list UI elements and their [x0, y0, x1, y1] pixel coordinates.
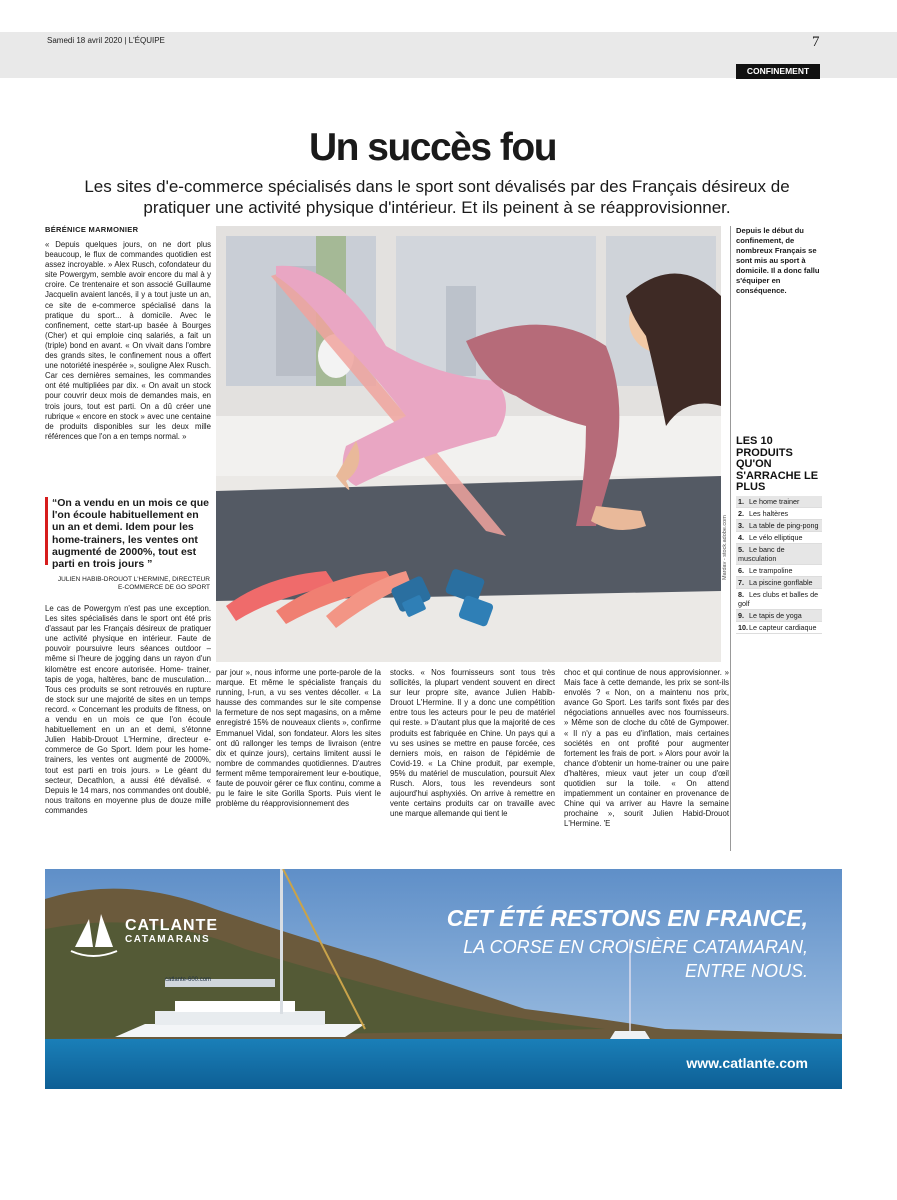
- item-label: La piscine gonflable: [749, 578, 813, 587]
- list-item: [736, 508, 822, 520]
- list-item: [736, 589, 822, 610]
- ad-brand: CATLANTE: [125, 917, 219, 934]
- paragraph: par jour », nous informe une porte-parole de la marque. Et même le spécialiste français du running, I-run, a vu ses ventes décoller. « La hausse des commandes sur le site compense la fermeture de nos sept magasins, on a même enregistré 15% de nouveaux clients », confirme Emmanuel Vidal, son fondateur. Alors les sites ont dû rallonger les temps de livraison (entre dix et quinze jours), certains limitent aussi le nombre de commandes quotidiennes. D'autres ferment même temporairement leur e-boutique, faute de pouvoir gérer ce flux continu, comme a pu le faire le site Gorilla Sports. Puis vient le problème du réapprovisionnement des: [216, 668, 381, 809]
- list-item: [736, 622, 822, 634]
- ad-subline: [463, 935, 808, 983]
- dateline: Samedi 18 avril 2020 | L'ÉQUIPE: [47, 36, 165, 45]
- article-column-3: [390, 668, 555, 819]
- paragraph: Le cas de Powergym n'est pas une exception. Les sites spécialisés dans le sport ont été pris d'assaut par les Français désireux de pratiquer une activité physique en intérieur. Faute de pouvoir poursuivre leurs séances outdoor – même si l'heure de jogging dans un rayon d'un kilomètre est encore autorisée. Home- trainer, tapis de yoga, haltères, banc de musculation... Tous ces produits se sont retrouvés en rupture de stock sur une majorité de sites en un temps record. « Concernant les produits de fitness, on a vendu en un mois ce que l'on écoule habituellement en un an et demi, s'étonne Julien Habib-Drouot L'Hermine, directeur e-commerce de Go Sport. Idem pour les home-trainers, les ventes ont augmenté de 2000%, tout est parti en trois jours. » Le géant du secteur, Decathlon, a aussi été dévalisé. « Depuis le 14 mars, nos commandes ont doublé, nous traitons en moyenne plus de douze mille commandes: [45, 604, 211, 815]
- ad-subline-1: LA CORSE EN CROISIÈRE CATAMARAN,: [463, 937, 808, 957]
- list-item: [736, 532, 822, 544]
- item-label: Les haltères: [749, 509, 789, 518]
- item-number: 8.: [738, 590, 744, 599]
- rubric-label: CONFINEMENT: [736, 64, 820, 79]
- item-label: Le vélo elliptique: [749, 533, 803, 542]
- dek: Les sites d'e-commerce spécialisés dans le sport sont dévalisés par des Français désireux de pratiquer une activité physique d'intérieur. Et ils peinent à se réapprovisionner.: [84, 177, 790, 217]
- paragraph: « Depuis quelques jours, on ne dort plus beaucoup, le flux de commandes quotidien est assez incroyable. » Alex Rusch, cofondateur du site Powergym, semble avoir encore du mal à y croire. Ce trentenaire et son associé Guillaume Jacquelin avaient lancés, il y a tout juste un an, ce site de e-commerce spécialisé dans la pratique du sport... à domicile. Avec le confinement, cette start-up basée à Bourges (Cher) et qui emploie cinq salariés, a fait un (triple) bond en avant. « On vivait dans l'ombre des grands sites, le confinement nous a offert une notoriété inespérée », souligne Alex Rusch. Car ces dernières semaines, les commandes ont été multipliées par dix. « On avait un stock pour couvrir deux mois de demandes mais, en trois jours, tout est parti. On a dû créer une rubrique « encore en stock » avec une centaine de produits disponibles sur les deux mille références que l'on a en temps normal. »: [45, 240, 211, 441]
- byline: BÉRÉNICE MARMONIER: [45, 225, 139, 234]
- item-number: 9.: [738, 611, 744, 620]
- photo-illustration: [216, 226, 721, 662]
- item-number: 6.: [738, 566, 744, 575]
- article-column-1b: [45, 604, 211, 816]
- page-number: 7: [812, 34, 820, 50]
- top10-title: LES 10 PRODUITS QU'ON S'ARRACHE LE PLUS: [736, 435, 819, 493]
- item-number: 5.: [738, 545, 744, 554]
- item-label: Le home trainer: [749, 497, 800, 506]
- ad-brand-sub: CATAMARANS: [125, 934, 211, 945]
- advertisement[interactable]: [45, 869, 842, 1089]
- item-number: 1.: [738, 497, 744, 506]
- photo-credit: Mardav - stock.adobe.com: [722, 515, 728, 580]
- headline: Un succès fou: [308, 126, 557, 169]
- item-label: Le banc de musculation: [738, 545, 785, 563]
- list-item: [736, 565, 822, 577]
- paragraph: choc et qui continue de nous approvisionner. » Mais face à cette demande, les prix se sont-ils envolés ? « Non, on a maintenu nos prix, avance Go Sport. Les tarifs sont fixés par des négociations annuelles avec nos fournisseurs. » Même son de cloche du côté de Gympower. « Il n'y a pas eu d'inflation, mais certaines sociétés en ont profité pour augmenter fortement les frais de port. » Alors pour avoir la chance d'obtenir un home-trainer ou une paire d'haltères, mieux vaut jeter un coup d'œil quotidien sur la toile. « On attend impatiemment un container en provenance de Chine qui va arriver au Havre la semaine prochaine », sourit Julien Habid-Drouot L'Hermine. 'E: [564, 668, 729, 829]
- top10-list: [736, 496, 822, 634]
- list-item: [736, 544, 822, 565]
- article-column-1a: [45, 240, 211, 442]
- ad-subline-2: ENTRE NOUS.: [684, 961, 808, 981]
- item-number: 10.: [738, 623, 748, 632]
- list-item: [736, 577, 822, 589]
- paragraph: stocks. « Nos fournisseurs sont tous très sollicités, la plupart vendent souvent en direct sur leur propre site, avance Julien Habib-Drouot L'Hermine. Il y a donc une compétition entre tous les acteurs pour le peu de matériel qui reste. » D'autant plus que la majorité de ces produits est fabriquée en Chine. Un pays qui a vu ses usines se mettre en pause forcée, ces derniers mois, en raison de l'épidémie de Covid-19. « La Chine produit, par exemple, 95% du matériel de musculation, poursuit Alex Rusch. Alors, tous les revendeurs sont aujourd'hui asphyxiés. On arrive à remettre en vente certains produits car on travaille avec une marque allemande qui tient le: [390, 668, 555, 819]
- ad-headline: CET ÉTÉ RESTONS EN FRANCE,: [446, 905, 808, 931]
- item-label: Les clubs et balles de golf: [738, 590, 819, 608]
- boat-banner: catlante-600.com: [165, 977, 212, 983]
- item-number: 7.: [738, 578, 744, 587]
- item-label: Le capteur cardiaque: [749, 623, 817, 632]
- list-item: [736, 610, 822, 622]
- item-label: Le tapis de yoga: [749, 611, 802, 620]
- article-photo: [216, 226, 721, 662]
- ad-url-link[interactable]: www.catlante.com: [686, 1055, 808, 1071]
- item-label: Le trampoline: [749, 566, 793, 575]
- sidebar-intro: Depuis le début du confinement, de nombreux Français se sont mis au sport à domicile. Il a donc fallu s'équiper en conséquence.: [736, 226, 820, 295]
- article-column-4: [564, 668, 729, 830]
- pull-quote-bar: [45, 497, 48, 565]
- list-item: [736, 496, 822, 508]
- list-item: [736, 520, 822, 532]
- item-number: 2.: [738, 509, 744, 518]
- pull-quote: “On a vendu en un mois ce que l'on écoule habituellement en un an et demi. Idem pour les home-trainers, les ventes ont augmenté de 2000%, tout est parti en trois jours ”: [52, 497, 209, 571]
- item-number: 3.: [738, 521, 744, 530]
- item-number: 4.: [738, 533, 744, 542]
- item-label: La table de ping-pong: [749, 521, 819, 530]
- article-column-2: [216, 668, 381, 809]
- sidebar-divider: [730, 226, 731, 851]
- pull-quote-attribution: JULIEN HABIB-DROUOT L'HERMINE, DIRECTEUR E-COMMERCE DE GO SPORT: [57, 576, 210, 591]
